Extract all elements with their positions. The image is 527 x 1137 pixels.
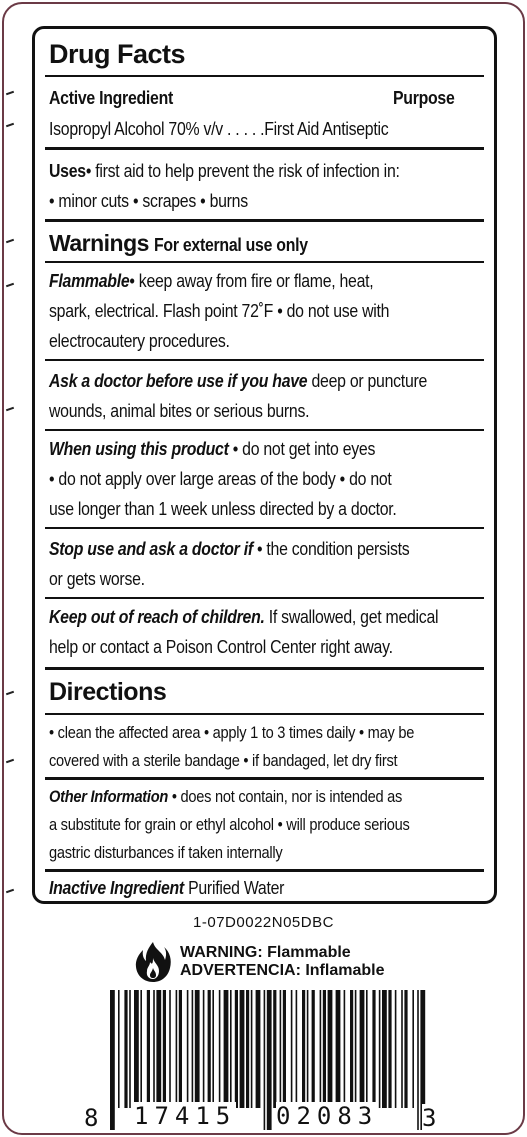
uses-text-1: • first aid to help prevent the risk of infection in: — [85, 161, 400, 181]
other-info-label: Other Information — [49, 787, 169, 806]
section-rule — [45, 667, 484, 670]
keep-out-line-2: help or contact a Poison Control Center right away. — [49, 637, 393, 657]
keep-out-label: Keep out of reach of children. — [49, 607, 265, 627]
barcode-bar — [110, 990, 115, 1130]
section-rule — [45, 869, 484, 872]
keep-out-text-1: If swallowed, get medical — [264, 607, 439, 627]
barcode-bar — [320, 990, 322, 1108]
when-using-label: When using this product — [49, 439, 229, 459]
ask-doctor-text-1: deep or puncture — [307, 371, 428, 391]
barcode-group-1: 17415 — [134, 1102, 237, 1130]
other-info-line-2: a substitute for grain or ethyl alcohol • will produce serious — [49, 815, 410, 834]
barcode-bar — [192, 990, 194, 1108]
warnings-subheading: For external use only — [153, 235, 308, 255]
ask-doctor-line-2: wounds, animal bites or serious burns. — [49, 401, 310, 421]
barcode-bar — [224, 990, 229, 1108]
when-using-line-3: use longer than 1 week unless directed by a doctor. — [49, 499, 397, 519]
directions-line-1: • clean the affected area • apply 1 to 3 times daily • may be — [49, 723, 415, 742]
active-ingredient-header: Active Ingredient — [49, 88, 174, 108]
when-using-line-2: • do not apply over large areas of the body • do not — [49, 469, 392, 489]
stop-use-text-1: • the condition persists — [252, 539, 410, 559]
barcode-bar — [153, 990, 155, 1108]
stop-use-label: Stop use and ask a doctor if — [49, 539, 253, 559]
barcode-bar — [312, 990, 315, 1108]
flammable-line-3: electrocautery procedures. — [49, 331, 230, 351]
barcode-bar — [251, 990, 253, 1108]
barcode-bar — [240, 990, 245, 1108]
flammable-warning-text — [180, 944, 384, 980]
barcode-bar — [280, 990, 282, 1108]
barcode-bar — [212, 990, 214, 1108]
stop-use-line-1 — [49, 537, 409, 561]
barcode-bar — [118, 990, 120, 1108]
barcode-bar — [395, 990, 397, 1108]
barcode-bar — [379, 990, 381, 1108]
drug-facts-panel — [32, 26, 497, 904]
drug-facts-title: Drug Facts — [49, 39, 186, 69]
stop-use-line-2: or gets worse. — [49, 569, 145, 589]
barcode-bar — [417, 990, 419, 1130]
uses-line-1 — [49, 159, 400, 183]
barcode-bar — [169, 990, 171, 1108]
purpose-header: Purpose — [393, 88, 455, 108]
barcode-bar — [208, 990, 211, 1108]
barcode-bar — [267, 990, 272, 1130]
barcode-bar — [129, 990, 131, 1108]
barcode-bar — [246, 990, 249, 1108]
title-rule — [45, 75, 484, 77]
uses-line-2: • minor cuts • scrapes • burns — [49, 191, 248, 211]
warning-line-2: ADVERTENCIA: Inflamable — [180, 962, 385, 979]
flammable-text-1: • keep away from fire or flame, heat, — [129, 271, 374, 291]
barcode-bar — [195, 990, 200, 1108]
barcode-bar — [147, 990, 150, 1108]
barcode-bar — [256, 990, 261, 1108]
directions-line-2: covered with a sterile bandage • if bandaged, let dry first — [49, 751, 398, 770]
barcode-bar — [235, 990, 238, 1108]
barcode-bar — [273, 990, 276, 1108]
barcode-bar — [230, 990, 232, 1108]
barcode-bar — [323, 990, 326, 1108]
barcode-bar — [187, 990, 189, 1108]
barcode-bar — [412, 990, 414, 1108]
barcode-bar — [156, 990, 161, 1108]
when-using-line-1 — [49, 437, 375, 461]
flame-icon — [133, 940, 173, 984]
warnings-heading: Warnings — [49, 230, 149, 256]
barcode-left-digit: 8 — [84, 1104, 105, 1132]
when-using-text-1: • do not get into eyes — [228, 439, 376, 459]
barcode-bar — [366, 990, 368, 1108]
other-info-line-1 — [49, 785, 402, 809]
section-rule — [45, 597, 484, 599]
section-rule — [45, 527, 484, 529]
barcode-bar — [372, 990, 375, 1108]
warnings-heading-line — [49, 227, 328, 261]
warning-line-1: WARNING: Flammable — [180, 944, 351, 961]
inactive-ingredient-label: Inactive Ingredient — [49, 878, 184, 898]
flammable-line-1 — [49, 269, 373, 293]
barcode-bar — [219, 990, 221, 1108]
barcode-bar — [203, 990, 205, 1108]
barcode-bar — [307, 990, 309, 1108]
inactive-ingredient-value: Purified Water — [188, 878, 285, 898]
barcode-bar — [179, 990, 182, 1108]
barcode-bar — [350, 990, 353, 1108]
ask-doctor-label: Ask a doctor before use if you have — [49, 371, 308, 391]
section-rule — [45, 261, 484, 263]
barcode-bar — [134, 990, 139, 1108]
section-rule — [45, 777, 484, 780]
barcode-bar — [163, 990, 166, 1108]
flammable-label: Flammable — [49, 271, 130, 291]
section-rule — [45, 147, 484, 150]
barcode-bar — [296, 990, 298, 1108]
uses-label: Uses — [49, 161, 86, 181]
barcode-bar — [302, 990, 305, 1108]
barcode-group-2: 02083 — [276, 1102, 379, 1130]
section-rule — [45, 359, 484, 361]
barcode-bar — [344, 990, 346, 1108]
barcode-bar — [264, 990, 266, 1130]
inactive-ingredient-line — [49, 876, 284, 900]
section-rule — [45, 713, 484, 715]
flammable-line-2: spark, electrical. Flash point 72˚F • do not use with — [49, 301, 390, 321]
barcode-bar — [355, 990, 357, 1108]
barcode-bar — [328, 990, 333, 1108]
barcode-bar — [382, 990, 387, 1108]
barcode-bar — [336, 990, 341, 1108]
barcode-bar — [124, 990, 127, 1108]
barcode-right-digit: 3 — [422, 1104, 443, 1132]
keep-out-line-1 — [49, 605, 438, 629]
section-rule — [45, 219, 484, 222]
barcode-bar — [176, 990, 178, 1108]
barcode-bar — [360, 990, 365, 1108]
directions-heading: Directions — [49, 678, 167, 706]
ask-doctor-line-1 — [49, 369, 427, 393]
barcode-bar — [401, 990, 403, 1108]
section-rule — [45, 429, 484, 431]
other-info-text-1: • does not contain, nor is intended as — [168, 787, 403, 806]
barcode-bar — [140, 990, 142, 1108]
barcode-bar — [388, 990, 391, 1108]
other-info-line-3: gastric disturbances if taken internally — [49, 843, 283, 862]
active-ingredient-line: Isopropyl Alcohol 70% v/v . . . . .First Aid Antiseptic — [49, 119, 389, 139]
lot-code: 1-07D0022N05DBC — [193, 914, 334, 931]
barcode-bar — [404, 990, 407, 1108]
barcode-bar — [283, 990, 286, 1108]
barcode-bar — [291, 990, 293, 1108]
